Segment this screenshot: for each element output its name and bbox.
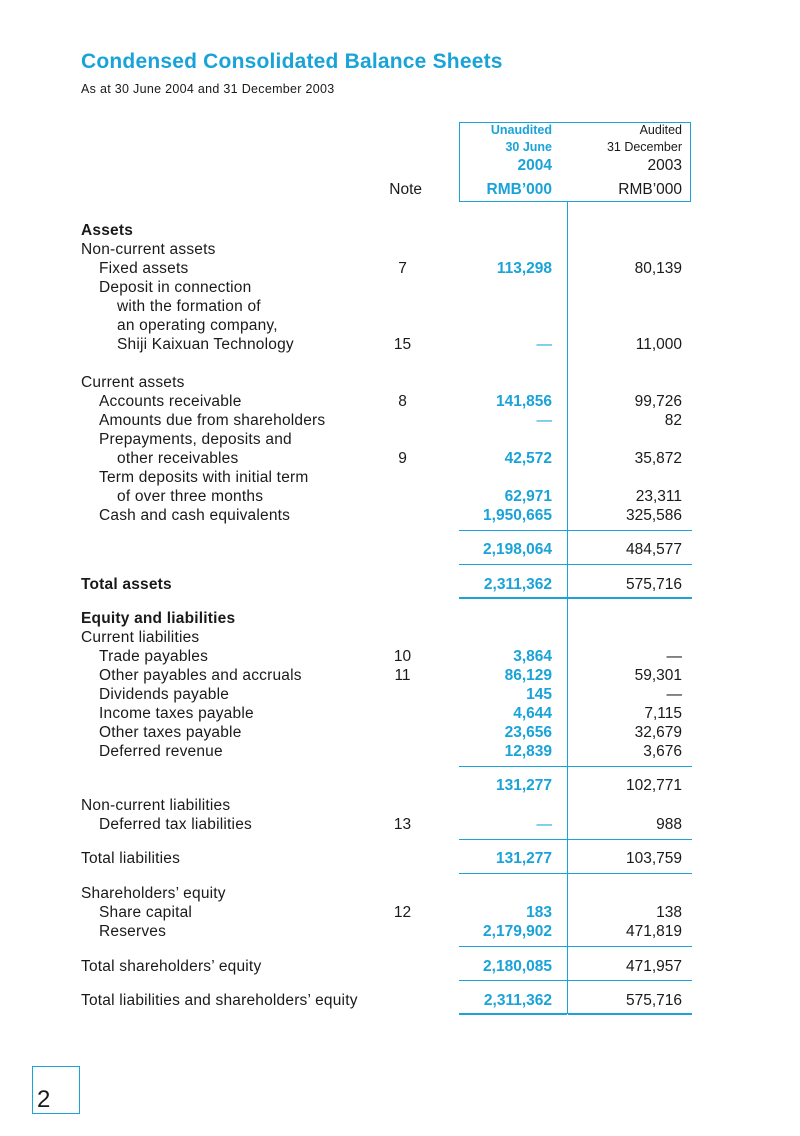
row-label: of over three months [117, 488, 264, 505]
row-label: Term deposits with initial term [99, 469, 309, 486]
row-value-2004: 2,180,085 [483, 958, 552, 975]
table-row [0, 884, 800, 903]
row-value-2004: — [536, 412, 552, 429]
row-label: Total liabilities [81, 850, 181, 867]
row-label: Total assets [81, 576, 172, 593]
col2-unit: RMB’000 [618, 181, 682, 198]
row-label: Deferred tax liabilities [99, 816, 252, 833]
subtotal-row [0, 540, 800, 559]
row-label: Fixed assets [99, 260, 189, 277]
row-value-2004: 141,856 [495, 393, 552, 410]
page-title: Condensed Consolidated Balance Sheets [81, 50, 503, 73]
row-value-2004: 23,656 [504, 724, 552, 741]
row-label: an operating company, [117, 317, 278, 334]
row-label: Reserves [99, 923, 167, 940]
row-value-2003: 103,759 [625, 850, 682, 867]
row-note: 12 [393, 904, 412, 921]
col2-year: 2003 [647, 157, 682, 174]
row-value-2004: 2,179,902 [483, 923, 552, 940]
rule [459, 980, 567, 981]
row-value-2003: 575,716 [625, 576, 682, 593]
rule [568, 564, 692, 565]
table-row [0, 704, 800, 723]
double-rule [568, 597, 692, 599]
col1-year: 2004 [517, 157, 552, 174]
col2-date: 31 December [606, 140, 682, 154]
row-value-2004: 2,198,064 [483, 541, 552, 558]
col2-status: Audited [639, 123, 682, 137]
row-label: Current assets [81, 374, 185, 391]
double-rule [568, 1013, 692, 1015]
row-label: Non-current assets [81, 241, 216, 258]
table-row [0, 957, 800, 976]
row-value-2003: 82 [664, 412, 682, 429]
row-label: Income taxes payable [99, 705, 254, 722]
row-label: Cash and cash equivalents [99, 507, 291, 524]
row-value-2004: 86,129 [504, 667, 552, 684]
row-value-2003: 7,115 [644, 705, 682, 722]
row-label: Deposit in connection [99, 279, 252, 296]
table-row [0, 815, 800, 834]
rule [459, 530, 567, 531]
table-row [0, 259, 800, 278]
row-value-2004: 113,298 [496, 260, 552, 277]
rule [568, 839, 692, 840]
table-row [0, 796, 800, 815]
row-value-2003: 32,679 [634, 724, 682, 741]
row-label: Prepayments, deposits and [99, 431, 292, 448]
table-row [0, 430, 800, 449]
row-value-2004: 12,839 [504, 743, 552, 760]
table-row [0, 221, 800, 240]
row-value-2003: 325,586 [625, 507, 682, 524]
table-row [0, 316, 800, 335]
col1-date: 30 June [505, 140, 552, 154]
rule [568, 980, 692, 981]
row-value-2003: — [666, 648, 682, 665]
rule [459, 839, 567, 840]
row-value-2004: — [536, 336, 552, 353]
row-value-2003: 471,819 [625, 923, 682, 940]
table-row [0, 278, 800, 297]
row-note: 9 [398, 450, 407, 467]
row-label: Non-current liabilities [81, 797, 231, 814]
row-value-2003: 102,771 [625, 777, 682, 794]
page-number: 2 [37, 1086, 51, 1113]
table-row [0, 506, 800, 525]
table-row [0, 922, 800, 941]
row-value-2003: 988 [656, 816, 682, 833]
row-value-2004: 131,277 [495, 777, 552, 794]
row-label: Equity and liabilities [81, 610, 236, 627]
rule [459, 766, 567, 767]
table-row [0, 468, 800, 487]
row-label: Other taxes payable [99, 724, 242, 741]
row-note: 11 [394, 667, 411, 684]
row-value-2004: 42,572 [504, 450, 552, 467]
row-value-2004: 2,311,362 [483, 576, 552, 593]
row-label: Amounts due from shareholders [99, 412, 326, 429]
row-label: Dividends payable [99, 686, 230, 703]
table-row [0, 723, 800, 742]
row-value-2004: 62,971 [504, 488, 552, 505]
table-row [0, 411, 800, 430]
row-value-2003: 138 [656, 904, 682, 921]
table-row [0, 240, 800, 259]
row-value-2004: 2,311,362 [483, 992, 552, 1009]
rule [568, 873, 692, 874]
row-value-2004: 1,950,665 [483, 507, 552, 524]
double-rule [459, 597, 567, 599]
row-note: 7 [398, 260, 407, 277]
col1-status: Unaudited [490, 123, 552, 137]
row-label: Accounts receivable [99, 393, 242, 410]
row-label: other receivables [117, 450, 239, 467]
subtotal-row [0, 776, 800, 795]
row-note: 13 [393, 816, 412, 833]
row-value-2004: 131,277 [495, 850, 552, 867]
row-label: with the formation of [117, 298, 261, 315]
row-note: 15 [393, 336, 412, 353]
double-rule [459, 1013, 567, 1015]
row-label: Trade payables [99, 648, 209, 665]
row-note: 10 [393, 648, 412, 665]
note-header: Note [389, 181, 422, 198]
col1-unit: RMB’000 [486, 181, 552, 198]
table-row [0, 392, 800, 411]
rule [459, 873, 567, 874]
row-label: Total shareholders’ equity [81, 958, 262, 975]
row-value-2003: 3,676 [643, 743, 682, 760]
row-value-2004: 145 [526, 686, 552, 703]
row-label: Share capital [99, 904, 193, 921]
row-label: Shiji Kaixuan Technology [117, 336, 294, 353]
row-value-2003: 59,301 [634, 667, 682, 684]
row-label: Shareholders’ equity [81, 885, 226, 902]
table-row [0, 373, 800, 392]
row-value-2003: — [666, 686, 682, 703]
rule [459, 946, 567, 947]
row-value-2003: 80,139 [634, 260, 682, 277]
table-row [0, 487, 800, 506]
row-label: Assets [81, 222, 134, 239]
row-note: 8 [398, 393, 407, 410]
rule [568, 766, 692, 767]
row-value-2003: 35,872 [634, 450, 682, 467]
total-row [0, 575, 800, 594]
row-label: Deferred revenue [99, 743, 223, 760]
row-value-2003: 471,957 [625, 958, 682, 975]
table-row [0, 666, 800, 685]
row-label: Other payables and accruals [99, 667, 302, 684]
row-value-2003: 575,716 [625, 992, 682, 1009]
table-row [0, 742, 800, 761]
row-value-2004: 4,644 [513, 705, 552, 722]
table-row [0, 628, 800, 647]
table-row [0, 647, 800, 666]
row-value-2003: 23,311 [635, 488, 682, 505]
row-value-2004: 3,864 [513, 648, 552, 665]
table-row [0, 449, 800, 468]
row-value-2003: 484,577 [625, 541, 682, 558]
rule [568, 530, 692, 531]
table-row [0, 335, 800, 354]
table-row [0, 903, 800, 922]
row-value-2004: — [536, 816, 552, 833]
table-row [0, 297, 800, 316]
table-row [0, 849, 800, 868]
grand-total-row [0, 991, 800, 1010]
table-row [0, 609, 800, 628]
row-value-2003: 99,726 [634, 393, 682, 410]
table-row [0, 685, 800, 704]
row-label: Current liabilities [81, 629, 200, 646]
row-value-2003: 11,000 [635, 336, 682, 353]
rule [568, 946, 692, 947]
page-subtitle: As at 30 June 2004 and 31 December 2003 [81, 82, 335, 96]
rule [459, 564, 567, 565]
row-label: Total liabilities and shareholders’ equity [81, 992, 358, 1009]
row-value-2004: 183 [526, 904, 552, 921]
